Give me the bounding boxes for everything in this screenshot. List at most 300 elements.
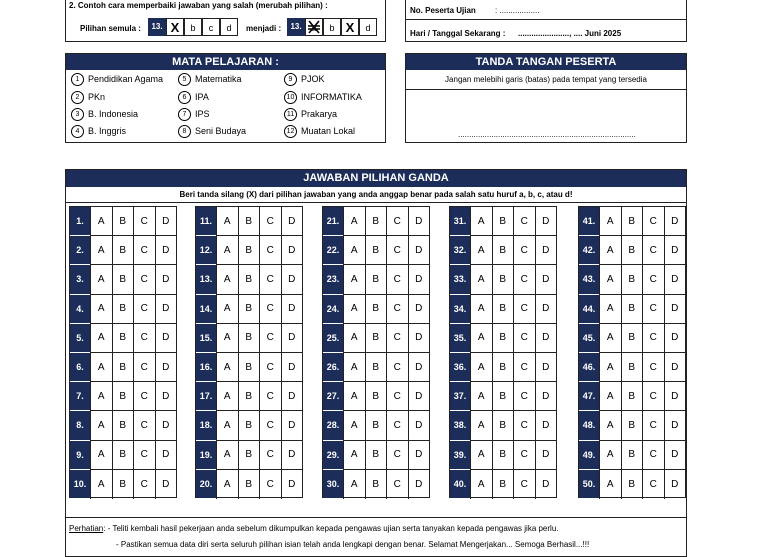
- option-d[interactable]: D: [155, 411, 177, 440]
- option-a[interactable]: A: [470, 470, 492, 499]
- subject-name-12: Muatan Lokal: [301, 125, 356, 136]
- option-c[interactable]: C: [133, 411, 155, 440]
- subjects-title: MATA PELAJARAN :: [66, 54, 385, 70]
- option-d[interactable]: D: [535, 470, 557, 499]
- question-number: 8.: [70, 411, 90, 440]
- option-b[interactable]: B: [112, 353, 134, 382]
- participant-date-value[interactable]: ......................., .... Juni 2025: [518, 29, 622, 38]
- answer-row: [196, 324, 302, 353]
- option-b[interactable]: B: [365, 324, 387, 353]
- option-b[interactable]: B: [112, 382, 134, 411]
- option-c[interactable]: C: [642, 324, 664, 353]
- subject-item-8[interactable]: [178, 125, 246, 138]
- option-b[interactable]: B: [112, 236, 134, 265]
- answer-row: [323, 207, 429, 236]
- answer-column: [195, 206, 303, 498]
- subject-item-5[interactable]: [178, 73, 242, 86]
- question-number: 27.: [323, 382, 343, 411]
- option-b[interactable]: B: [112, 265, 134, 294]
- option-d[interactable]: D: [408, 470, 430, 499]
- answer-row: [450, 295, 556, 324]
- option-c[interactable]: C: [386, 295, 408, 324]
- option-a[interactable]: A: [599, 470, 621, 499]
- option-c[interactable]: C: [133, 295, 155, 324]
- option-d[interactable]: D: [664, 265, 686, 294]
- option-a[interactable]: A: [599, 441, 621, 470]
- answer-row: [323, 295, 429, 324]
- option-c[interactable]: C: [133, 236, 155, 265]
- question-number: 15.: [196, 324, 216, 353]
- example-number: 13.: [148, 18, 166, 36]
- option-b[interactable]: B: [238, 470, 260, 499]
- option-a[interactable]: A: [470, 353, 492, 382]
- option-a[interactable]: A: [90, 265, 112, 294]
- option-d[interactable]: D: [408, 441, 430, 470]
- question-number: 22.: [323, 236, 343, 265]
- option-b[interactable]: B: [112, 411, 134, 440]
- subject-item-4[interactable]: [71, 125, 126, 138]
- question-number: 33.: [450, 265, 470, 294]
- question-number: 2.: [70, 236, 90, 265]
- question-number: 16.: [196, 353, 216, 382]
- option-d[interactable]: D: [408, 236, 430, 265]
- option-a[interactable]: A: [470, 324, 492, 353]
- answer-row: [450, 236, 556, 265]
- answer-column: [322, 206, 430, 498]
- question-number: 23.: [323, 265, 343, 294]
- option-b[interactable]: B: [492, 236, 514, 265]
- answer-row: [70, 324, 176, 353]
- option-d[interactable]: D: [155, 207, 177, 236]
- subject-name-10: INFORMATIKA: [301, 91, 362, 102]
- question-number: 47.: [579, 382, 599, 411]
- option-d[interactable]: D: [535, 295, 557, 324]
- option-b[interactable]: B: [621, 295, 643, 324]
- option-d[interactable]: D: [664, 295, 686, 324]
- option-c[interactable]: C: [259, 470, 281, 499]
- option-b[interactable]: B: [492, 324, 514, 353]
- option-c[interactable]: C: [513, 353, 535, 382]
- option-a[interactable]: A: [343, 441, 365, 470]
- option-c[interactable]: C: [133, 382, 155, 411]
- option-c[interactable]: C: [133, 470, 155, 499]
- subject-item-7[interactable]: [178, 108, 210, 121]
- option-a[interactable]: A: [470, 207, 492, 236]
- option-d[interactable]: D: [664, 382, 686, 411]
- answer-row: [323, 236, 429, 265]
- option-c[interactable]: C: [259, 265, 281, 294]
- option-a[interactable]: A: [90, 324, 112, 353]
- answer-row: [70, 382, 176, 411]
- option-c[interactable]: C: [386, 265, 408, 294]
- question-number: 32.: [450, 236, 470, 265]
- option-b[interactable]: B: [238, 353, 260, 382]
- option-c[interactable]: C: [386, 441, 408, 470]
- answer-row: [70, 353, 176, 382]
- option-b[interactable]: B: [365, 470, 387, 499]
- example-after-opt-d: d: [359, 18, 377, 36]
- subject-name-2: PKn: [88, 91, 106, 102]
- option-a[interactable]: A: [343, 265, 365, 294]
- question-number: 24.: [323, 295, 343, 324]
- option-a[interactable]: A: [470, 236, 492, 265]
- question-number: 17.: [196, 382, 216, 411]
- option-d[interactable]: D: [535, 236, 557, 265]
- option-c[interactable]: C: [386, 411, 408, 440]
- subject-item-2[interactable]: [71, 91, 105, 104]
- option-d[interactable]: D: [155, 236, 177, 265]
- option-d[interactable]: D: [535, 324, 557, 353]
- option-a[interactable]: A: [216, 265, 238, 294]
- option-d[interactable]: D: [155, 324, 177, 353]
- option-d[interactable]: D: [281, 324, 303, 353]
- subject-name-1: Pendidikan Agama: [88, 73, 164, 84]
- option-c[interactable]: C: [513, 470, 535, 499]
- option-c[interactable]: C: [642, 382, 664, 411]
- option-c[interactable]: C: [133, 441, 155, 470]
- answer-row: [196, 265, 302, 294]
- option-a[interactable]: A: [216, 411, 238, 440]
- subject-item-9[interactable]: [284, 73, 325, 86]
- question-number: 28.: [323, 411, 343, 440]
- option-d[interactable]: D: [281, 353, 303, 382]
- option-d[interactable]: D: [664, 411, 686, 440]
- option-d[interactable]: D: [281, 411, 303, 440]
- option-c[interactable]: C: [133, 353, 155, 382]
- option-b[interactable]: B: [112, 470, 134, 499]
- option-b[interactable]: B: [112, 207, 134, 236]
- option-c[interactable]: C: [259, 382, 281, 411]
- option-b[interactable]: B: [365, 382, 387, 411]
- question-number: 20.: [196, 470, 216, 499]
- subject-num-2: 2: [71, 91, 84, 104]
- option-c[interactable]: C: [642, 295, 664, 324]
- option-a[interactable]: A: [470, 411, 492, 440]
- notes-line1-text: : - Teliti kembali hasil pekerjaan anda sebelum dikumpulkan kepada pengawas ujian serta tanyakan kepada pengawas jika perlu.: [103, 524, 559, 533]
- option-d[interactable]: D: [281, 207, 303, 236]
- option-b[interactable]: B: [112, 441, 134, 470]
- option-a[interactable]: A: [90, 207, 112, 236]
- subject-item-10[interactable]: [284, 91, 362, 104]
- option-c[interactable]: C: [513, 382, 535, 411]
- subject-name-5: Matematika: [195, 73, 242, 84]
- option-d[interactable]: D: [408, 353, 430, 382]
- question-number: 36.: [450, 353, 470, 382]
- option-b[interactable]: B: [621, 236, 643, 265]
- option-a[interactable]: A: [599, 207, 621, 236]
- option-b[interactable]: B: [621, 353, 643, 382]
- answer-row: [579, 353, 685, 382]
- option-a[interactable]: A: [470, 382, 492, 411]
- question-number: 50.: [579, 470, 599, 499]
- option-c[interactable]: C: [259, 441, 281, 470]
- option-d[interactable]: D: [664, 207, 686, 236]
- option-a[interactable]: A: [470, 265, 492, 294]
- option-c[interactable]: C: [642, 353, 664, 382]
- option-d[interactable]: D: [281, 382, 303, 411]
- option-b[interactable]: B: [492, 353, 514, 382]
- subject-num-12: 12: [284, 125, 297, 138]
- option-d[interactable]: D: [535, 441, 557, 470]
- option-b[interactable]: B: [238, 382, 260, 411]
- option-c[interactable]: C: [642, 265, 664, 294]
- option-a[interactable]: A: [90, 236, 112, 265]
- option-b[interactable]: B: [621, 470, 643, 499]
- option-d[interactable]: D: [155, 295, 177, 324]
- option-d[interactable]: D: [664, 324, 686, 353]
- signature-line: ................................................................................: [458, 130, 636, 139]
- option-b[interactable]: B: [365, 295, 387, 324]
- subject-name-8: Seni Budaya: [195, 125, 247, 136]
- option-c[interactable]: C: [513, 324, 535, 353]
- option-b[interactable]: B: [365, 411, 387, 440]
- option-b[interactable]: B: [621, 207, 643, 236]
- answers-instruction: Beri tanda silang (X) dari pilihan jawaban yang anda anggap benar pada salah satu huruf a, b, c, atau d!: [179, 190, 573, 199]
- option-c[interactable]: C: [133, 265, 155, 294]
- option-b[interactable]: B: [365, 265, 387, 294]
- option-d[interactable]: D: [408, 411, 430, 440]
- option-a[interactable]: A: [90, 295, 112, 324]
- option-c[interactable]: C: [642, 441, 664, 470]
- option-c[interactable]: C: [642, 411, 664, 440]
- option-c[interactable]: C: [386, 470, 408, 499]
- option-d[interactable]: D: [535, 265, 557, 294]
- option-b[interactable]: B: [365, 353, 387, 382]
- option-d[interactable]: D: [155, 441, 177, 470]
- option-a[interactable]: A: [343, 353, 365, 382]
- option-a[interactable]: A: [343, 236, 365, 265]
- option-d[interactable]: D: [155, 353, 177, 382]
- option-a[interactable]: A: [599, 265, 621, 294]
- option-d[interactable]: D: [664, 470, 686, 499]
- option-a[interactable]: A: [343, 382, 365, 411]
- option-d[interactable]: D: [408, 382, 430, 411]
- option-d[interactable]: D: [535, 382, 557, 411]
- option-a[interactable]: A: [343, 411, 365, 440]
- option-d[interactable]: D: [535, 207, 557, 236]
- question-number: 25.: [323, 324, 343, 353]
- option-b[interactable]: B: [492, 470, 514, 499]
- participant-no-value[interactable]: : ..................: [495, 6, 540, 15]
- option-b[interactable]: B: [621, 411, 643, 440]
- option-c[interactable]: C: [259, 207, 281, 236]
- option-b[interactable]: B: [238, 295, 260, 324]
- option-a[interactable]: A: [470, 295, 492, 324]
- question-number: 7.: [70, 382, 90, 411]
- option-c[interactable]: C: [133, 324, 155, 353]
- option-b[interactable]: B: [238, 236, 260, 265]
- answers-title: JAWABAN PILIHAN GANDA: [66, 170, 686, 187]
- option-d[interactable]: D: [281, 441, 303, 470]
- question-number: 5.: [70, 324, 90, 353]
- answer-row: [450, 441, 556, 470]
- participant-date-label: Hari / Tanggal Sekarang :: [410, 29, 506, 38]
- option-c[interactable]: C: [386, 353, 408, 382]
- answer-column: [69, 206, 177, 498]
- option-d[interactable]: D: [281, 265, 303, 294]
- option-b[interactable]: B: [365, 236, 387, 265]
- option-d[interactable]: D: [281, 470, 303, 499]
- option-d[interactable]: D: [664, 236, 686, 265]
- option-a[interactable]: A: [216, 295, 238, 324]
- question-number: 49.: [579, 441, 599, 470]
- option-a[interactable]: A: [90, 353, 112, 382]
- option-d[interactable]: D: [155, 265, 177, 294]
- option-c[interactable]: C: [513, 295, 535, 324]
- option-b[interactable]: B: [621, 265, 643, 294]
- option-a[interactable]: A: [216, 382, 238, 411]
- option-b[interactable]: B: [112, 295, 134, 324]
- signature-box: [405, 53, 687, 143]
- option-b[interactable]: B: [492, 207, 514, 236]
- question-number: 11.: [196, 207, 216, 236]
- option-b[interactable]: B: [492, 295, 514, 324]
- option-d[interactable]: D: [408, 265, 430, 294]
- answer-row: [70, 470, 176, 499]
- answer-row: [323, 353, 429, 382]
- option-d[interactable]: D: [535, 353, 557, 382]
- option-d[interactable]: D: [408, 207, 430, 236]
- option-a[interactable]: A: [343, 207, 365, 236]
- notes-box: [65, 517, 687, 557]
- answer-row: [579, 265, 685, 294]
- option-d[interactable]: D: [664, 441, 686, 470]
- option-b[interactable]: B: [492, 411, 514, 440]
- subject-num-5: 5: [178, 73, 191, 86]
- answer-row: [196, 353, 302, 382]
- subject-name-9: PJOK: [301, 73, 325, 84]
- option-c[interactable]: C: [259, 295, 281, 324]
- option-d[interactable]: D: [535, 411, 557, 440]
- option-c[interactable]: C: [642, 470, 664, 499]
- option-b[interactable]: B: [492, 441, 514, 470]
- option-a[interactable]: A: [343, 470, 365, 499]
- example-box: [65, 0, 386, 42]
- answer-row: [323, 411, 429, 440]
- example-after-opt-b: b: [323, 18, 341, 36]
- question-number: 44.: [579, 295, 599, 324]
- option-a[interactable]: A: [216, 207, 238, 236]
- option-c[interactable]: C: [386, 207, 408, 236]
- subject-item-6[interactable]: [178, 91, 209, 104]
- option-c[interactable]: C: [642, 236, 664, 265]
- option-d[interactable]: D: [155, 382, 177, 411]
- option-b[interactable]: B: [365, 441, 387, 470]
- option-c[interactable]: C: [133, 207, 155, 236]
- option-c[interactable]: C: [386, 236, 408, 265]
- question-number: 18.: [196, 411, 216, 440]
- option-d[interactable]: D: [664, 353, 686, 382]
- subject-item-11[interactable]: [284, 108, 337, 121]
- question-number: 19.: [196, 441, 216, 470]
- option-a[interactable]: A: [216, 470, 238, 499]
- option-a[interactable]: A: [90, 382, 112, 411]
- option-a[interactable]: A: [90, 470, 112, 499]
- option-c[interactable]: C: [513, 441, 535, 470]
- option-c[interactable]: C: [386, 382, 408, 411]
- subject-num-7: 7: [178, 108, 191, 121]
- option-a[interactable]: A: [599, 411, 621, 440]
- option-a[interactable]: A: [599, 236, 621, 265]
- answer-row: [579, 324, 685, 353]
- option-c[interactable]: C: [259, 353, 281, 382]
- subject-item-12[interactable]: [284, 125, 355, 138]
- subject-item-3[interactable]: [71, 108, 138, 121]
- answer-row: [196, 295, 302, 324]
- option-c[interactable]: C: [259, 324, 281, 353]
- option-a[interactable]: A: [216, 236, 238, 265]
- option-c[interactable]: C: [259, 236, 281, 265]
- answer-row: [196, 207, 302, 236]
- option-a[interactable]: A: [599, 382, 621, 411]
- option-d[interactable]: D: [281, 295, 303, 324]
- option-a[interactable]: A: [216, 441, 238, 470]
- subject-item-1[interactable]: [71, 73, 163, 86]
- option-c[interactable]: C: [513, 265, 535, 294]
- question-number: 34.: [450, 295, 470, 324]
- question-number: 46.: [579, 353, 599, 382]
- question-number: 30.: [323, 470, 343, 499]
- option-b[interactable]: B: [492, 265, 514, 294]
- option-d[interactable]: D: [281, 236, 303, 265]
- answer-row: [579, 295, 685, 324]
- option-b[interactable]: B: [621, 324, 643, 353]
- subject-name-3: B. Indonesia: [88, 108, 139, 119]
- option-d[interactable]: D: [408, 295, 430, 324]
- option-b[interactable]: B: [238, 411, 260, 440]
- option-c[interactable]: C: [513, 236, 535, 265]
- option-d[interactable]: D: [408, 324, 430, 353]
- option-a[interactable]: A: [216, 324, 238, 353]
- option-d[interactable]: D: [155, 470, 177, 499]
- option-a[interactable]: A: [343, 324, 365, 353]
- option-b[interactable]: B: [621, 441, 643, 470]
- option-b[interactable]: B: [112, 324, 134, 353]
- option-a[interactable]: A: [90, 411, 112, 440]
- question-number: 6.: [70, 353, 90, 382]
- option-b[interactable]: B: [238, 441, 260, 470]
- answer-row: [579, 411, 685, 440]
- option-b[interactable]: B: [492, 382, 514, 411]
- subject-num-9: 9: [284, 73, 297, 86]
- option-a[interactable]: A: [599, 295, 621, 324]
- option-a[interactable]: A: [90, 441, 112, 470]
- option-b[interactable]: B: [238, 324, 260, 353]
- option-c[interactable]: C: [513, 207, 535, 236]
- option-b[interactable]: B: [621, 382, 643, 411]
- answer-row: [579, 207, 685, 236]
- answer-row: [323, 382, 429, 411]
- option-b[interactable]: B: [238, 207, 260, 236]
- option-a[interactable]: A: [216, 353, 238, 382]
- option-a[interactable]: A: [599, 353, 621, 382]
- option-b[interactable]: B: [238, 265, 260, 294]
- option-a[interactable]: A: [343, 295, 365, 324]
- question-number: 21.: [323, 207, 343, 236]
- option-a[interactable]: A: [470, 441, 492, 470]
- option-c[interactable]: C: [259, 411, 281, 440]
- question-number: 43.: [579, 265, 599, 294]
- scribble-icon: [306, 19, 322, 35]
- option-b[interactable]: B: [365, 207, 387, 236]
- option-c[interactable]: C: [513, 411, 535, 440]
- option-c[interactable]: C: [386, 324, 408, 353]
- subject-num-8: 8: [178, 125, 191, 138]
- answer-row: [196, 382, 302, 411]
- question-number: 41.: [579, 207, 599, 236]
- option-c[interactable]: C: [642, 207, 664, 236]
- option-a[interactable]: A: [599, 324, 621, 353]
